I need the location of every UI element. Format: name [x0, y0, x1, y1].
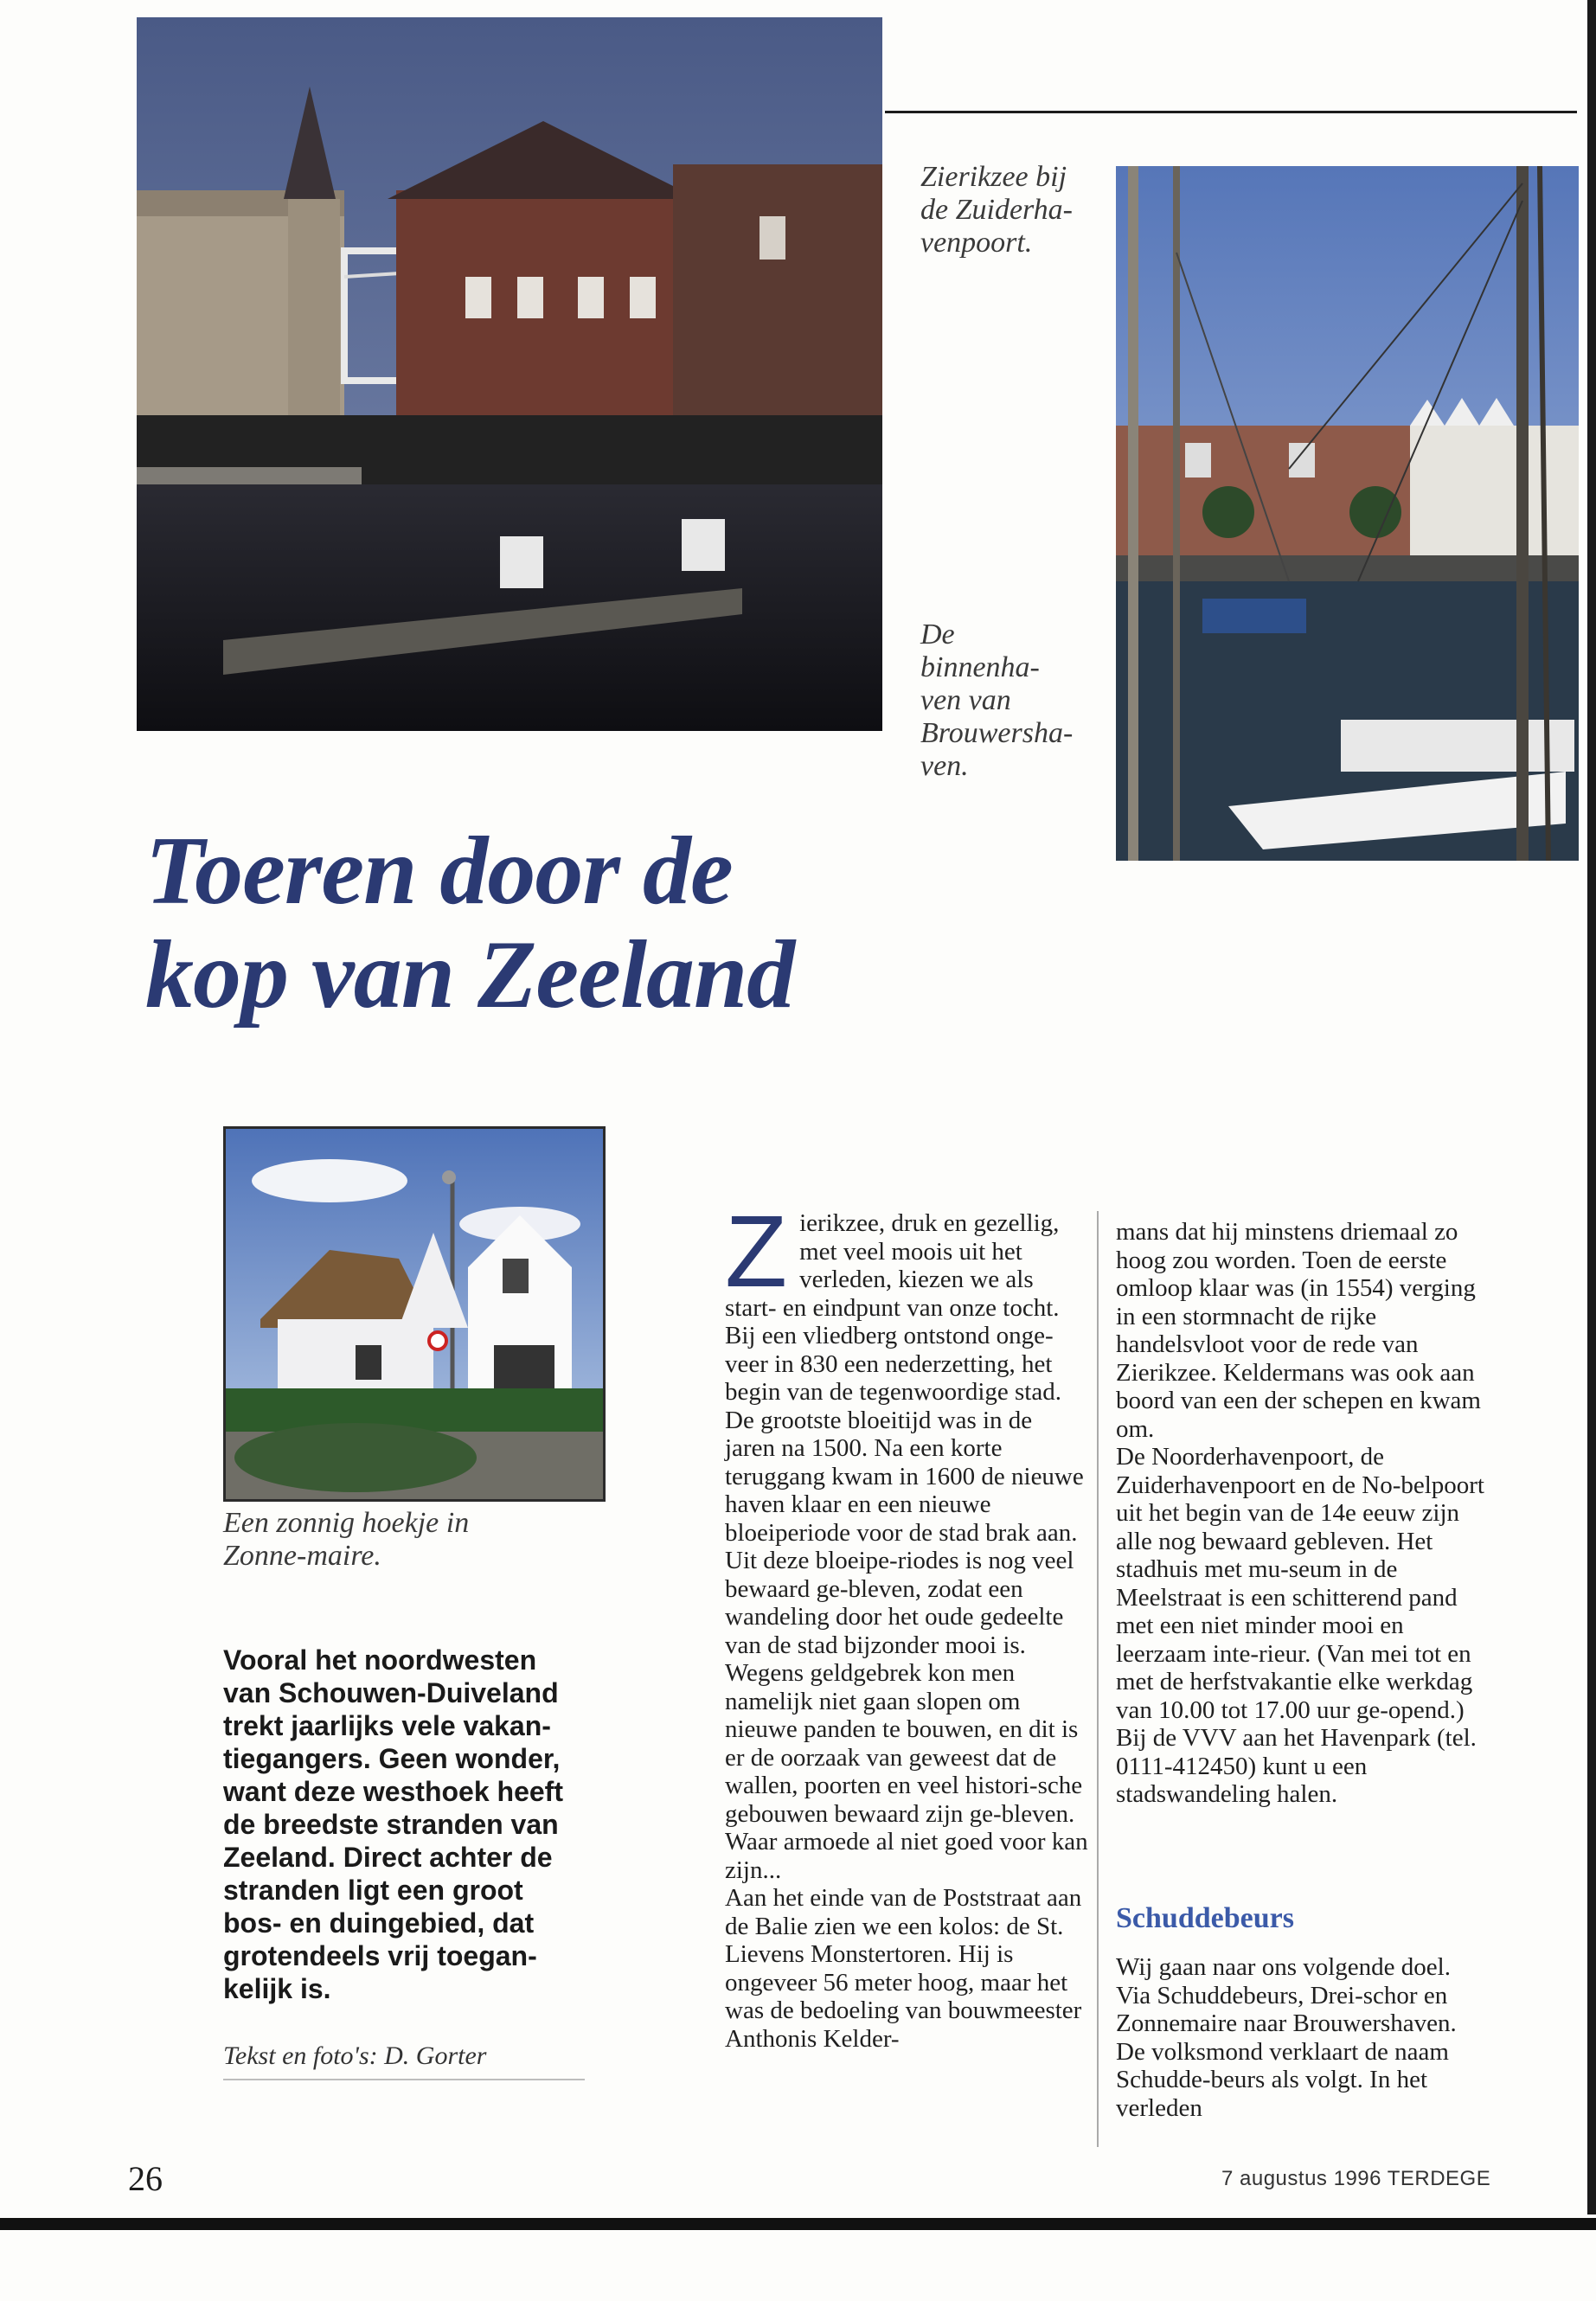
- author-credit: Tekst en foto's: D. Gorter: [223, 2041, 487, 2070]
- paragraph: Aan het einde van de Poststraat aan de Balie zien we een kolos: de St. Lievens Monstertoren. Hij is ongeveer 56 meter hoog, maar het was de bedoeling van bouwmeester Anthonis Kelder-: [725, 1884, 1082, 2053]
- credit-rule: [223, 2079, 585, 2080]
- caption-zonnemaire: Een zonnig hoekje in Zonne-maire.: [223, 1507, 470, 1572]
- photo-zierikzee-harbor-gate: [137, 17, 882, 731]
- paragraph: Wij gaan naar ons volgende doel. Via Schuddebeurs, Drei-schor en Zonnemaire naar Brouwershaven. De volksmond verklaart de naam Schudde-beurs als volgt. In het verleden: [1116, 1953, 1457, 2122]
- issue-date-footer: 7 augustus 1996 TERDEGE: [1221, 2167, 1491, 2190]
- paragraph: Bij de VVV aan het Havenpark (tel. 0111-412450) kunt u een stadswandeling halen.: [1116, 1724, 1477, 1808]
- caption-zierikzee: Zierikzee bij de Zuiderha-venpoort.: [920, 161, 1073, 259]
- column-divider: [1097, 1211, 1099, 2147]
- photo-brouwershaven-marina: [1116, 166, 1579, 861]
- top-rule: [885, 111, 1577, 113]
- page-number: 26: [128, 2159, 163, 2198]
- page-bottom-edge: [0, 2218, 1596, 2230]
- subheading-schuddebeurs: Schuddebeurs: [1116, 1902, 1294, 1934]
- article-title-line-2: kop van Zeeland: [145, 921, 795, 1029]
- page-edge-shadow: [1587, 0, 1596, 2214]
- body-column-2-continued: [1116, 1953, 1488, 2122]
- article-title-line-1: Toeren door de: [145, 817, 733, 925]
- drop-cap: Z: [725, 1195, 788, 1309]
- paragraph: ierikzee, druk en gezellig, met veel moois uit het verleden, kiezen we als start- en eindpunt van onze tocht. Bij een vliedberg ontstond onge-veer in 830 een nederzetting, het begin van de tegenwoordige stad. De grootste bloeitijd was in de jaren na 1500. Na een korte teruggang kwam in 1600 de nieuwe haven klaar en een nieuwe bloeiperiode voor de stad brak aan. Uit deze bloeipe-riodes is nog veel bewaard ge-bleven, zodat een wandeling door het oude gedeelte van de stad bijzonder mooi is. Wegens geldgebrek kon men namelijk niet gaan slopen om nieuwe panden te bouwen, en dit is er de oorzaak van geweest dat de wallen, poorten en veel histori-sche gebouwen bewaard zijn ge-bleven.: [725, 1209, 1084, 1828]
- article-intro: Vooral het noordwesten van Schouwen-Duiveland trekt jaarlijks vele vakan-tiegangers. Geen wonder, want deze westhoek heeft de breedste stranden van Zeeland. Direct achter de stranden ligt een groot bos- en duingebied, dat grotendeels vrij toegan-kelijk is.: [223, 1644, 563, 2004]
- caption-brouwershaven: De binnenha-ven van Brouwersha-ven.: [920, 619, 1074, 782]
- paragraph: Waar armoede al niet goed voor kan zijn...: [725, 1828, 1088, 1884]
- paragraph: De Noorderhavenpoort, de Zuiderhavenpoort en de No-belpoort uit het begin van de 14e eeuw zijn alle nog bewaard gebleven. Het stadhuis met mu-seum in de Meelstraat is een schitterend pand met een niet minder mooi en leerzaam inte-rieur. (Van mei tot en met de herfstvakantie elke werkdag van 10.00 tot 17.00 uur ge-opend.): [1116, 1443, 1484, 1724]
- body-column-2: [1116, 1218, 1488, 1809]
- paragraph: mans dat hij minstens driemaal zo hoog zou worden. Toen de eerste omloop klaar was (in 1554) verging in een stormnacht de rijke handelsvloot voor de rede van Zierikzee. Keldermans was ook aan boord van een der schepen en kwam om.: [1116, 1218, 1481, 1443]
- photo-zonnemaire-houses: [223, 1126, 606, 1502]
- body-column-1: [725, 1195, 1088, 2053]
